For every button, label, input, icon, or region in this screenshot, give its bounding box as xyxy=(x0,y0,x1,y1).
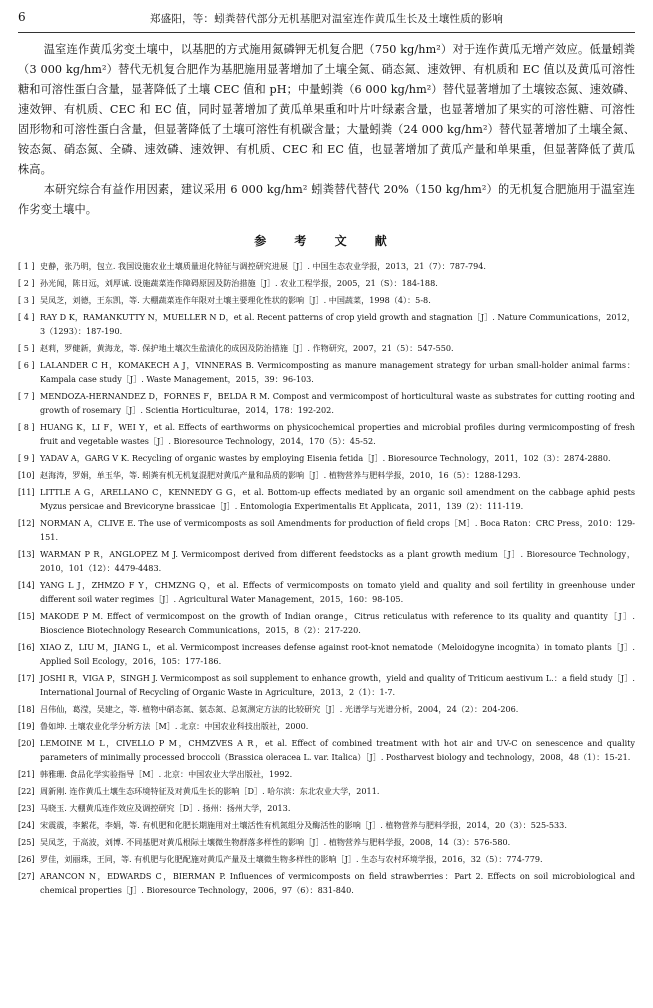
reference-number: [27] xyxy=(18,871,35,881)
reference-number: [ 2 ] xyxy=(18,278,35,288)
reference-item xyxy=(18,702,635,716)
reference-number: [18] xyxy=(18,704,35,714)
reference-item xyxy=(18,420,635,448)
reference-text: LEMOINE M L，CIVELLO P M，CHMZVES A R，et al. Effect of combined treatment with hot air and UV-C on senescence and quality parameters of minimally processed broccoli（Brassica oleracea L. var. Italica）［J］. Postharvest biology and technology，2008，48（1）：15-21. xyxy=(40,738,635,762)
conclusion-paragraph-1: 温室连作黄瓜劣变土壤中，以基肥的方式施用氮磷钾无机复合肥（750 kg/hm²）对于连作黄瓜无增产效应。低量蚓粪（3 000 kg/hm²）替代无机复合肥作为基肥施用显著增加了土壤全氮、硝态氮、速效钾、有机质和 EC 值以及黄瓜可溶性糖和可溶性蛋白含量，显著降低了土壤 CEC 值和 pH；中量蚓粪（6 000 kg/hm²）替代显著增加了土壤铵态氮、速效磷、速效钾、有机质、CEC 和 EC 值，同时显著增加了黄瓜单果重和叶片叶绿素含量，也显著增加了果实的可溶性糖、可溶性固形物和可溶性蛋白含量，但显著降低了土壤可溶性有机碳含量；大量蚓粪（24 000 kg/hm²）替代显著增加了土壤全氮、铵态氮、硝态氮、全磷、速效磷、速效钾、有机质、CEC 和 EC 值，也显著增加了黄瓜产量和单果重，但显著降低了黄瓜株高。 xyxy=(18,43,635,176)
page-body xyxy=(18,40,635,900)
reference-text: JOSHI R，VIGA P，SINGH J. Vermicompost as soil supplement to enhance growth，yield and quality of Triticum aestivum L.：a field study［J］. International Journal of Recycling of Organic Waste in Agriculture，2013，2（1）：1-7. xyxy=(40,673,635,697)
running-title: 郑盛阳，等：蚓粪替代部分无机基肥对温室连作黄瓜生长及土壤性质的影响 xyxy=(149,13,504,25)
reference-text: 孙光闻，陈日远，刘厚诚. 设施蔬菜连作障碍原因及防治措施［J］. 农业工程学报，2005，21（S）：184-188. xyxy=(40,278,438,288)
reference-item xyxy=(18,801,635,815)
reference-number: [ 8 ] xyxy=(18,422,35,432)
reference-item xyxy=(18,767,635,781)
reference-number: [20] xyxy=(18,738,35,748)
reference-number: [25] xyxy=(18,837,35,847)
reference-text: 赵海涛，罗娟，单玉华，等. 蚓粪有机无机复混肥对黄瓜产量和品质的影响［J］. 植物营养与肥料学报，2010，16（5）：1288-1293. xyxy=(40,470,521,480)
reference-item xyxy=(18,852,635,866)
reference-text: YADAV A，GARG V K. Recycling of organic wastes by employing Eisenia fetida［J］. Bioresource Technology，2011，102（3）：2874-2880. xyxy=(40,453,611,463)
reference-text: 吴凤芝，刘德，王东凯，等. 大棚蔬菜连作年限对土壤主要理化性状的影响［J］. 中国蔬菜，1998（4）：5-8. xyxy=(40,295,431,305)
reference-text: MAKODE P M. Effect of vermicompost on the growth of Indian orange，Citrus reticulatus with reference to its quality and quantity［J］. Bioscience Biotechnology Research Communications，2015，8（2）：217-220. xyxy=(40,611,635,635)
reference-item xyxy=(18,276,635,290)
reference-text: 史静，张乃明，包立. 我国设施农业土壤质量退化特征与调控研究进展［J］. 中国生态农业学报，2013，21（7）：787-794. xyxy=(40,261,486,271)
reference-text: 韩雅珊. 食品化学实验指导［M］. 北京：中国农业大学出版社，1992. xyxy=(40,769,293,779)
page-number: 6 xyxy=(18,10,26,24)
reference-item xyxy=(18,485,635,513)
reference-number: [24] xyxy=(18,820,35,830)
reference-number: [22] xyxy=(18,786,35,796)
reference-number: [13] xyxy=(18,549,35,559)
reference-item xyxy=(18,609,635,637)
reference-number: [ 4 ] xyxy=(18,312,35,322)
reference-number: [15] xyxy=(18,611,35,621)
reference-number: [12] xyxy=(18,518,35,528)
reference-item xyxy=(18,451,635,465)
reference-text: HUANG K，LI F，WEI Y，et al. Effects of earthworms on physicochemical properties and microbial profiles during vermicomposting of fresh fruit and vegetable wastes［J］. Bioresource Technology，2014，170（5）：45-52. xyxy=(40,422,635,446)
reference-text: WARMAN P R，ANGLOPEZ M J. Vermicompost derived from different feedstocks as a plant growth medium［J］. Bioresource Technology，2010，101（12）：4479-4483. xyxy=(40,549,635,573)
reference-number: [14] xyxy=(18,580,35,590)
reference-item xyxy=(18,259,635,273)
reference-text: LALANDER C H，KOMAKECH A J，VINNERAS B. Vermicomposting as manure management strategy for urban small-holder animal farms：Kampala case study［J］. Waste Management，2015，39：96-103. xyxy=(40,360,635,384)
page-header xyxy=(18,8,635,33)
reference-item xyxy=(18,468,635,482)
reference-item xyxy=(18,358,635,386)
reference-number: [ 7 ] xyxy=(18,391,35,401)
reference-item xyxy=(18,835,635,849)
reference-number: [16] xyxy=(18,642,35,652)
reference-text: 罗佳，刘丽珠，王同，等. 有机肥与化肥配施对黄瓜产量及土壤微生物多样性的影响［J］. 生态与农村环境学报，2016，32（5）：774-779. xyxy=(40,854,543,864)
reference-item xyxy=(18,578,635,606)
reference-number: [ 1 ] xyxy=(18,261,35,271)
reference-text: 吴凤芝，于高波，刘博. 不同基肥对黄瓜根际土壤微生物群落多样性的影响［J］. 植物营养与肥料学报，2008，14（3）：576-580. xyxy=(40,837,511,847)
reference-item xyxy=(18,719,635,733)
reference-item xyxy=(18,784,635,798)
reference-text: ARANCON N，EDWARDS C，BIERMAN P. Influences of vermicomposts on field strawberries：Part 2. Effects on soil microbiological and chemical properties［J］. Bioresource Technology，2006，97（6）：831-840. xyxy=(40,871,635,895)
reference-text: YANG L J，ZHMZO F Y，CHMZNG Q，et al. Effects of vermicomposts on tomato yield and quality and soil fertility in greenhouse under different soil water regimes［J］. Agricultural Water Management，2015，160：98-105. xyxy=(40,580,635,604)
reference-number: [ 3 ] xyxy=(18,295,35,305)
reference-text: 周新刚. 连作黄瓜土壤生态环境特征及对黄瓜生长的影响［D］. 哈尔滨：东北农业大学，2011. xyxy=(40,786,380,796)
reference-number: [10] xyxy=(18,470,35,480)
reference-item xyxy=(18,547,635,575)
reference-number: [11] xyxy=(18,487,35,497)
reference-number: [26] xyxy=(18,854,35,864)
reference-text: XIAO Z，LIU M，JIANG L，et al. Vermicompost increases defense against root-knot nematode（Meloidogyne incognita）in tomato plants［J］. Applied Soil Ecology，2016，105：177-186. xyxy=(40,642,635,666)
reference-item xyxy=(18,310,635,338)
reference-item xyxy=(18,389,635,417)
reference-text: RAY D K，RAMANKUTTY N，MUELLER N D，et al. Recent patterns of crop yield growth and stagnation［J］. Nature Communications，2012，3（1293）：187-190. xyxy=(40,312,635,336)
reference-text: 吕伟仙，葛滢，吴建之，等. 植物中硝态氮、氨态氮、总氮测定方法的比较研究［J］. 光谱学与光谱分析，2004，24（2）：204-206. xyxy=(40,704,519,714)
reference-number: [ 6 ] xyxy=(18,360,35,370)
reference-item xyxy=(18,516,635,544)
reference-number: [21] xyxy=(18,769,35,779)
references-heading: 参 考 文 献 xyxy=(254,234,399,248)
reference-text: NORMAN A，CLIVE E. The use of vermicomposts as soil Amendments for production of field crops［M］. Boca Raton：CRC Press，2010：129-151. xyxy=(40,518,635,542)
reference-text: LITTLE A G，ARELLANO C，KENNEDY G G，et al. Bottom-up effects mediated by an organic soil amendment on the cabbage aphid pests Myzus persicae and Brevicoryne brassicae［J］. Entomologia Experimentalis Et Applicata，2011，139（2）：111-119. xyxy=(40,487,635,511)
reference-text: 宋震震，李絮花，李娟，等. 有机肥和化肥长期施用对土壤活性有机氮组分及酶活性的影响［J］. 植物营养与肥料学报，2014，20（3）：525-533. xyxy=(40,820,567,830)
reference-number: [17] xyxy=(18,673,35,683)
reference-text: 马晓玉. 大棚黄瓜连作效应及调控研究［D］. 扬州：扬州大学，2013. xyxy=(40,803,291,813)
conclusion-paragraph-2: 本研究综合有益作用因素，建议采用 6 000 kg/hm² 蚓粪替代替代 20%（150 kg/hm²）的无机复合肥施用于温室连作劣变土壤中。 xyxy=(18,183,635,216)
reference-item xyxy=(18,640,635,668)
reference-item xyxy=(18,671,635,699)
reference-number: [19] xyxy=(18,721,35,731)
reference-item xyxy=(18,818,635,832)
reference-item xyxy=(18,869,635,897)
reference-number: [23] xyxy=(18,803,35,813)
reference-item xyxy=(18,736,635,764)
reference-number: [ 5 ] xyxy=(18,343,35,353)
reference-text: 鲁如坤. 土壤农业化学分析方法［M］. 北京：中国农业科技出版社，2000. xyxy=(40,721,309,731)
reference-text: MENDOZA-HERNANDEZ D，FORNES F，BELDA R M. Compost and vermicompost of horticultural waste as substrates for cutting rooting and growth of rosemary［J］. Scientia Horticulturae，2014，178：192-202. xyxy=(40,391,635,415)
reference-item xyxy=(18,341,635,355)
reference-text: 赵莉，罗健新，黄海龙，等. 保护地土壤次生盐渍化的成因及防治措施［J］. 作物研究，2007，21（5）：547-550. xyxy=(40,343,454,353)
reference-item xyxy=(18,293,635,307)
reference-list xyxy=(18,259,635,897)
reference-number: [ 9 ] xyxy=(18,453,35,463)
